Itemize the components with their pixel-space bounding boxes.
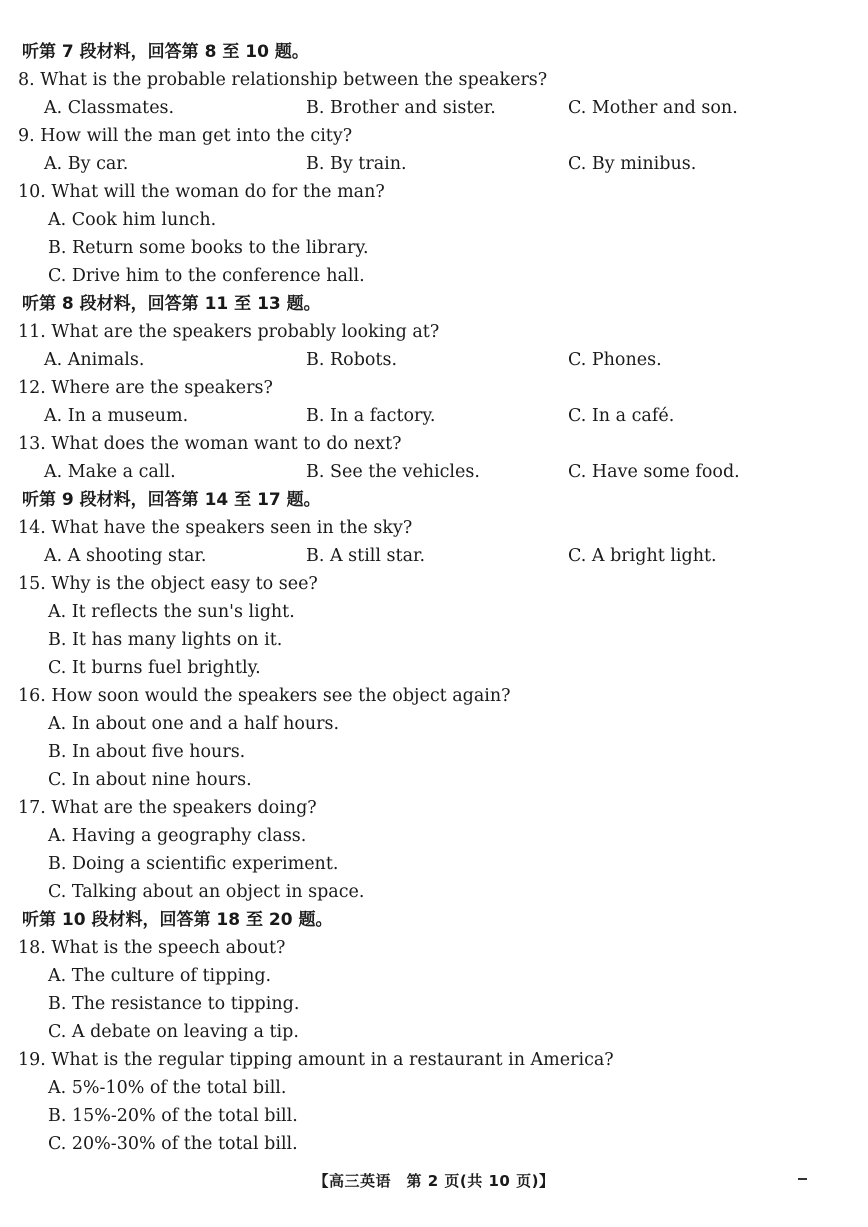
option-b: B. In a factory. <box>306 406 436 426</box>
question-stem: 15. Why is the object easy to see? <box>18 574 318 594</box>
section-heading: 听第 9 段材料，回答第 14 至 17 题。 <box>22 490 321 510</box>
option-b: B. Brother and sister. <box>306 98 496 118</box>
option-a: A. Classmates. <box>44 98 175 118</box>
option-a: A. In a museum. <box>44 406 189 426</box>
option-c: C. Phones. <box>568 350 662 370</box>
option-c: C. Mother and son. <box>568 98 738 118</box>
option-row <box>18 402 848 430</box>
option-c: C. 20%-30% of the total bill. <box>48 1134 298 1154</box>
section-heading: 听第 10 段材料，回答第 18 至 20 题。 <box>22 910 333 930</box>
page-footer: 【高三英语 第 2 页(共 10 页)】 <box>313 1172 555 1190</box>
option-c: C. Talking about an object in space. <box>48 882 365 902</box>
option-c: C. In about nine hours. <box>48 770 252 790</box>
option-c: C. Have some food. <box>568 462 740 482</box>
option-b: B. The resistance to tipping. <box>48 994 300 1014</box>
option-a: A. By car. <box>44 154 129 174</box>
question-stem: 10. What will the woman do for the man? <box>18 182 385 202</box>
option-b: B. By train. <box>306 154 407 174</box>
option-b: B. A still star. <box>306 546 426 566</box>
question-stem: 9. How will the man get into the city? <box>18 126 353 146</box>
option-a: A. Make a call. <box>44 462 176 482</box>
question-stem: 12. Where are the speakers? <box>18 378 273 398</box>
option-c: C. It burns fuel brightly. <box>48 658 261 678</box>
question-stem: 11. What are the speakers probably looking at? <box>18 322 440 342</box>
option-a: A. It reflects the sun's light. <box>48 602 295 622</box>
option-row <box>18 346 848 374</box>
question-stem: 18. What is the speech about? <box>18 938 286 958</box>
question-stem: 17. What are the speakers doing? <box>18 798 317 818</box>
option-a: A. Animals. <box>44 350 145 370</box>
option-row <box>18 458 848 486</box>
option-b: B. In about five hours. <box>48 742 246 762</box>
option-row <box>18 150 848 178</box>
option-a: A. In about one and a half hours. <box>48 714 340 734</box>
exam-content <box>18 38 848 1158</box>
option-c: C. Drive him to the conference hall. <box>48 266 365 286</box>
option-b: B. Return some books to the library. <box>48 238 369 258</box>
option-b: B. Robots. <box>306 350 398 370</box>
option-c: C. A debate on leaving a tip. <box>48 1022 299 1042</box>
option-b: B. It has many lights on it. <box>48 630 283 650</box>
option-b: B. 15%-20% of the total bill. <box>48 1106 298 1126</box>
option-b: B. See the vehicles. <box>306 462 480 482</box>
option-a: A. The culture of tipping. <box>48 966 272 986</box>
question-stem: 8. What is the probable relationship between the speakers? <box>18 70 548 90</box>
option-a: A. Having a geography class. <box>48 826 307 846</box>
question-stem: 14. What have the speakers seen in the sky? <box>18 518 413 538</box>
option-row <box>18 94 848 122</box>
question-stem: 16. How soon would the speakers see the object again? <box>18 686 511 706</box>
option-c: C. A bright light. <box>568 546 717 566</box>
question-stem: 19. What is the regular tipping amount in a restaurant in America? <box>18 1050 614 1070</box>
corner-mark <box>798 1178 807 1180</box>
option-a: A. A shooting star. <box>44 546 207 566</box>
question-stem: 13. What does the woman want to do next? <box>18 434 402 454</box>
option-a: A. 5%-10% of the total bill. <box>48 1078 287 1098</box>
section-heading: 听第 8 段材料，回答第 11 至 13 题。 <box>22 294 321 314</box>
section-heading: 听第 7 段材料，回答第 8 至 10 题。 <box>22 42 309 62</box>
option-c: C. By minibus. <box>568 154 697 174</box>
option-b: B. Doing a scientific experiment. <box>48 854 339 874</box>
option-c: C. In a café. <box>568 406 675 426</box>
option-row <box>18 542 848 570</box>
option-a: A. Cook him lunch. <box>48 210 217 230</box>
